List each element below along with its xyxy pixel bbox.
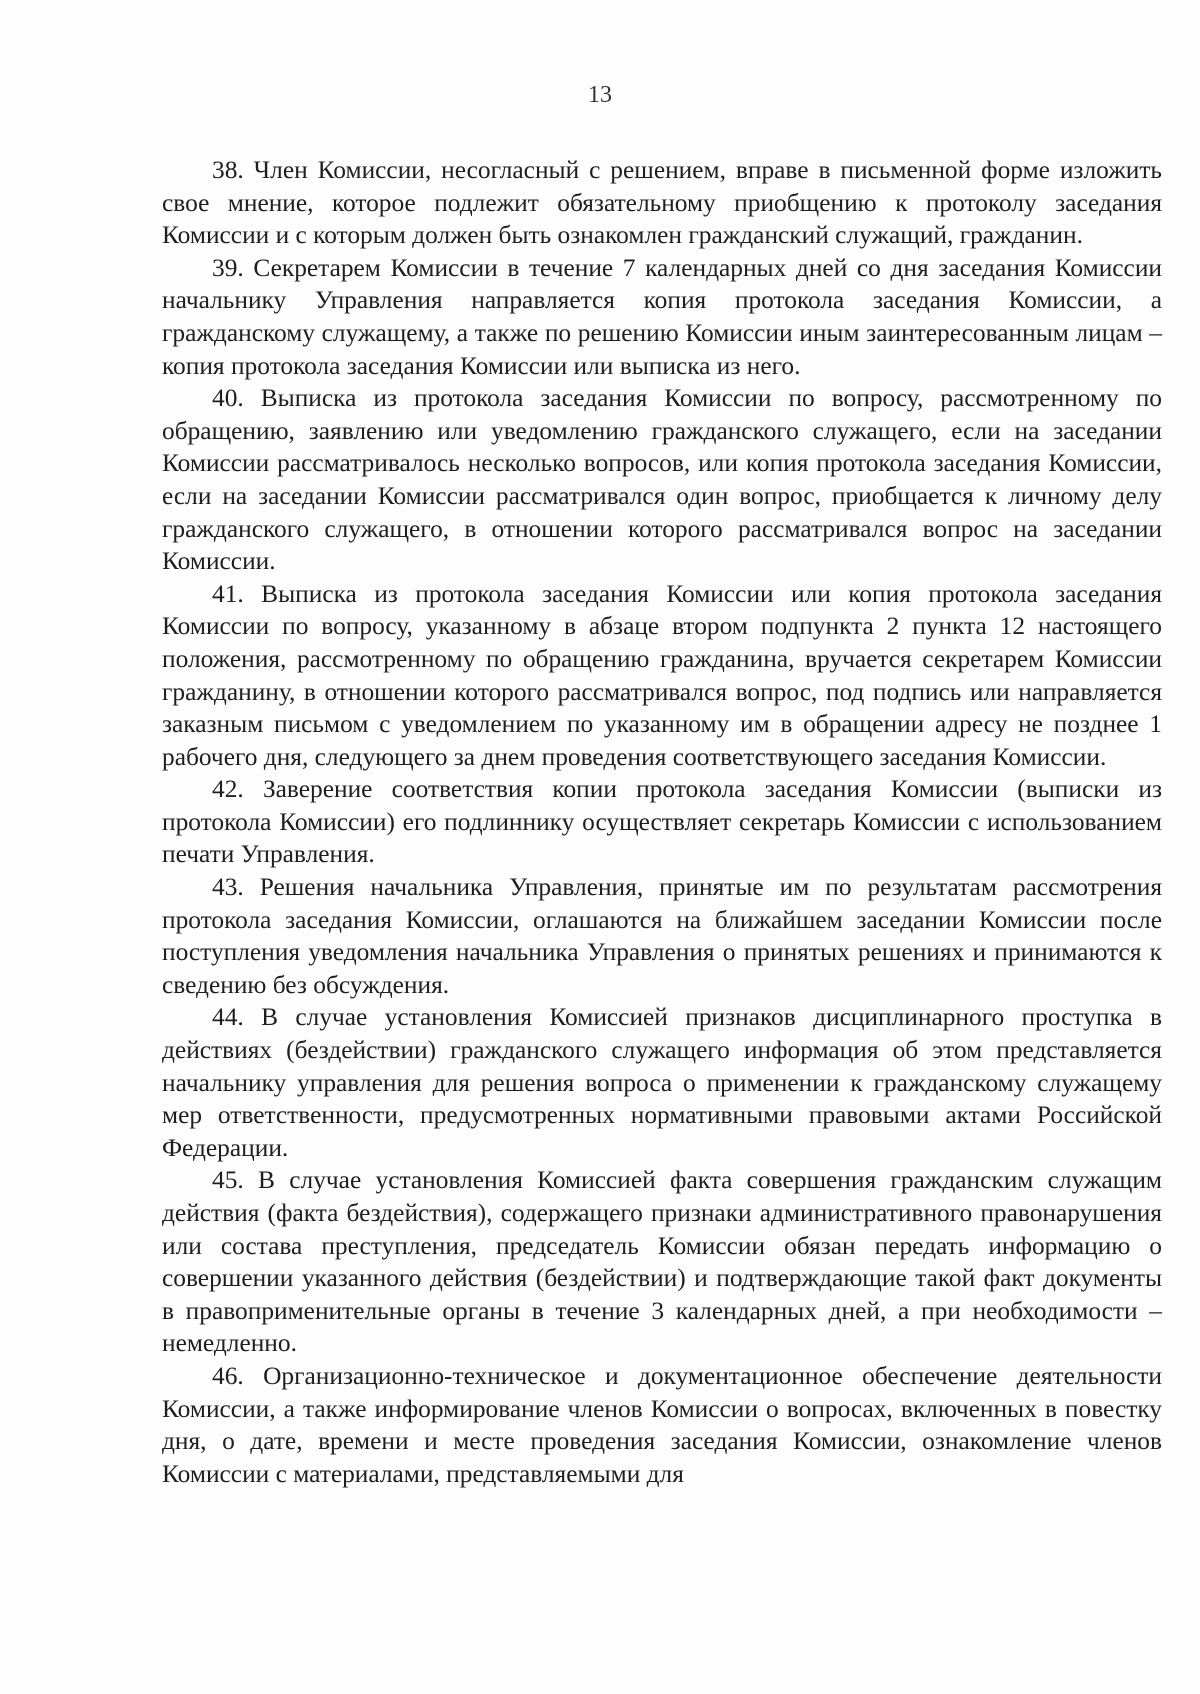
- paragraph-38: 38. Член Комиссии, несогласный с решением, вправе в письменной форме изложить свое мнение, которое подлежит обязательному приобщению к протоколу заседания Комиссии и с которым должен быть ознакомлен гражданский служащий, гражданин.: [162, 156, 1162, 250]
- paragraph-40: 40. Выписка из протокола заседания Комиссии по вопросу, рассмотренному по обращению, заявлению или уведомлению гражданского служащего, если на заседании Комиссии рассматривалось несколько вопросов, или копия протокола заседания Комиссии, если на заседании Комиссии рассматривался один вопрос, приобщается к личному делу гражданского служащего, в отношении которого рассматривался вопрос на заседании Комиссии.: [162, 384, 1162, 576]
- paragraph-41: 41. Выписка из протокола заседания Комиссии или копия протокола заседания Комиссии по вопросу, указанному в абзаце втором подпункта 2 пункта 12 настоящего положения, рассмотренному по обращению гражданина, вручается секретарем Комиссии гражданину, в отношении которого рассматривался вопрос, под подпись или направляется заказным письмом с уведомлением по указанному им в обращении адресу не позднее 1 рабочего дня, следующего за днем проведения соответствующего заседания Комиссии.: [162, 579, 1162, 771]
- paragraph-39: 39. Секретарем Комиссии в течение 7 календарных дней со дня заседания Комиссии начальнику Управления направляется копия протокола заседания Комиссии, а гражданскому служащему, а также по решению Комиссии иным заинтересованным лицам – копия протокола заседания Комиссии или выписка из него.: [162, 253, 1162, 380]
- paragraph-46: 46. Организационно-техническое и документационное обеспечение деятельности Комиссии, а также информирование членов Комиссии о вопросах, включенных в повестку дня, о дате, времени и месте проведения заседания Комиссии, ознакомление членов Комиссии с материалами, представляемыми для: [162, 1361, 1162, 1488]
- paragraph-45: 45. В случае установления Комиссией факта совершения гражданским служащим действия (факта бездействия), содержащего признаки административного правонарушения или состава преступления, председатель Комиссии обязан передать информацию о совершении указанного действия (бездействии) и подтверждающие такой факт документы в правоприменительные органы в течение 3 календарных дней, а при необходимости – немедленно.: [162, 1166, 1162, 1358]
- paragraph-43: 43. Решения начальника Управления, принятые им по результатам рассмотрения протокола заседания Комиссии, оглашаются на ближайшем заседании Комиссии после поступления уведомления начальника Управления о принятых решениях и принимаются к сведению без обсуждения.: [162, 873, 1162, 999]
- paragraph-44: 44. В случае установления Комиссией признаков дисциплинарного проступка в действиях (бездействии) гражданского служащего информация об этом представляется начальнику управления для решения вопроса о применении к гражданскому служащему мер ответственности, предусмотренных нормативными правовыми актами Российской Федерации.: [162, 1003, 1162, 1162]
- paragraph-42: 42. Заверение соответствия копии протокола заседания Комиссии (выписки из протокола Комиссии) его подлиннику осуществляет секретарь Комиссии с использованием печати Управления.: [162, 775, 1162, 869]
- page-number: 13: [588, 82, 612, 108]
- document-body: [162, 154, 1162, 1490]
